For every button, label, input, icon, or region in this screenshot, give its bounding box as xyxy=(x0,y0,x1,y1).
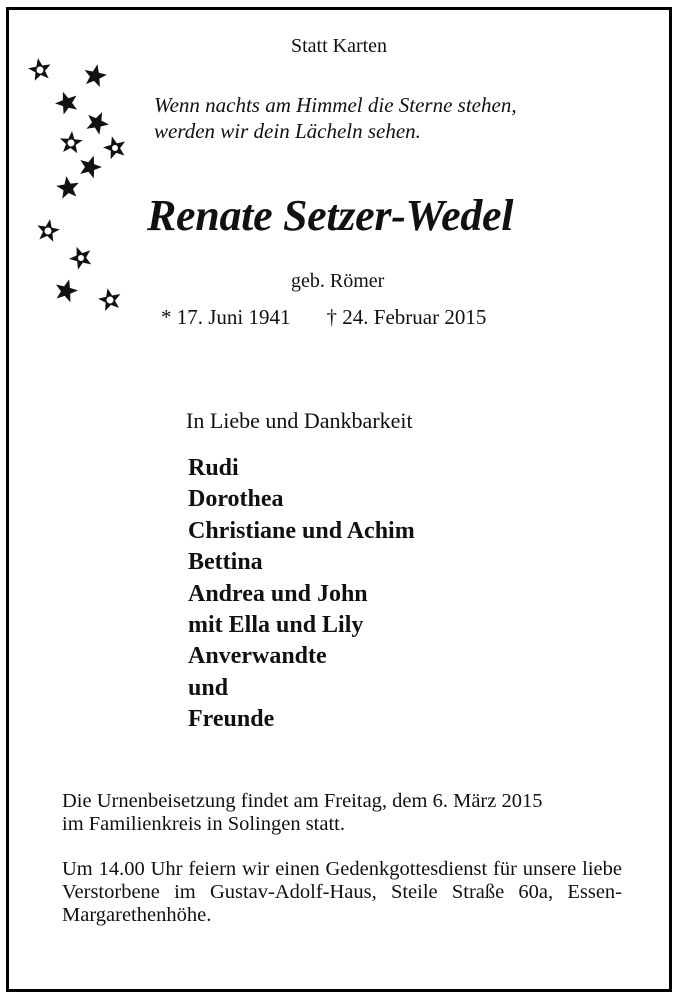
family-member: Bettina xyxy=(188,549,263,576)
family-list xyxy=(188,453,415,736)
family-member: Anverwandte xyxy=(188,643,327,670)
maiden-name: geb. Römer xyxy=(291,270,385,292)
star-icon xyxy=(66,243,95,272)
verse-line-2: werden wir dein Lächeln sehen. xyxy=(154,119,421,143)
star-icon xyxy=(96,286,123,312)
obituary-notice xyxy=(6,7,672,992)
family-member: Andrea und John xyxy=(188,580,368,607)
star-decoration xyxy=(9,10,149,340)
star-icon xyxy=(101,133,129,160)
family-member: Freunde xyxy=(188,706,275,733)
star-icon xyxy=(59,130,84,154)
star-icon xyxy=(55,175,81,200)
star-icon xyxy=(52,88,81,116)
life-dates xyxy=(161,305,486,330)
birth-date: * 17. Juni 1941 xyxy=(161,305,291,329)
memorial-paragraph: Um 14.00 Uhr feiern wir einen Gedenkgottesdienst für unsere liebe Verstorbene im Gustav-Adolf-Haus, Steile Straße 60a, Essen-Margarethenhöhe. xyxy=(62,858,622,926)
burial-paragraph xyxy=(62,790,622,836)
burial-line-1: Die Urnenbeisetzung findet am Freitag, dem 6. März 2015 xyxy=(62,790,543,812)
dedication-text: In Liebe und Dankbarkeit xyxy=(186,408,413,433)
star-icon xyxy=(82,62,109,88)
star-icon xyxy=(52,276,80,303)
family-member: mit Ella und Lily xyxy=(188,612,364,639)
family-member: Rudi xyxy=(188,455,239,481)
deceased-name: Renate Setzer-Wedel xyxy=(147,191,514,240)
star-icon xyxy=(27,56,53,81)
verse-line-1: Wenn nachts am Himmel die Sterne stehen, xyxy=(154,93,517,117)
star-icon xyxy=(35,217,61,242)
star-icon xyxy=(76,152,104,180)
death-date: † 24. Februar 2015 xyxy=(326,305,487,329)
star-icon xyxy=(83,107,113,136)
family-member: und xyxy=(188,674,229,701)
family-member: Christiane und Achim xyxy=(188,517,415,544)
family-member: Dorothea xyxy=(188,486,284,513)
header-text: Statt Karten xyxy=(290,35,388,57)
burial-line-2: im Familienkreis in Solingen statt. xyxy=(62,813,345,835)
